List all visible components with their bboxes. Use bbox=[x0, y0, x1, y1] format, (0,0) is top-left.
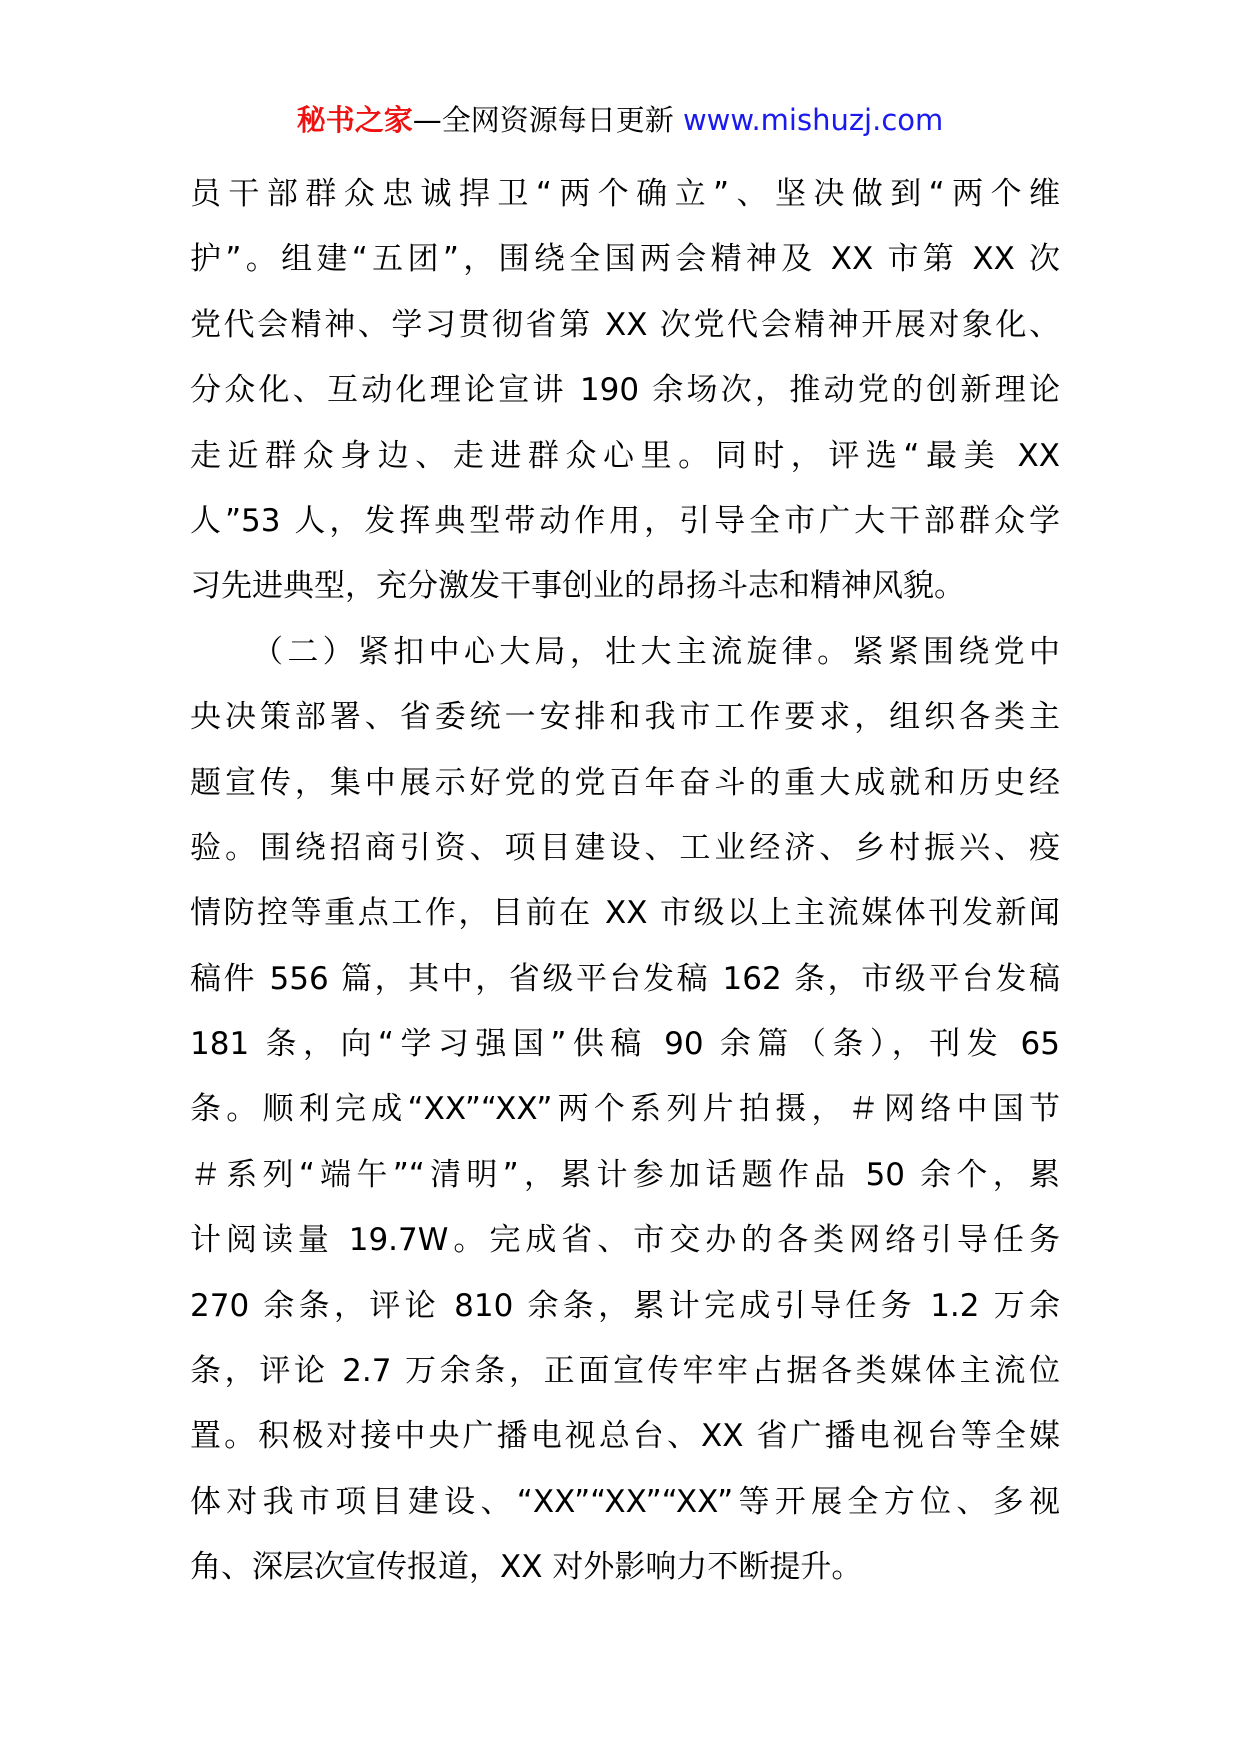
text-line: 央决策部署、省委统一安排和我市工作要求，组织各类主 bbox=[190, 699, 1060, 736]
text-line: 员干部群众忠诚捍卫“两个确立”、坚决做到“两个维 bbox=[190, 176, 1060, 212]
text-line: 党代会精神、学习贯彻省第 XX 次党代会精神开展对象化、 bbox=[190, 306, 1060, 343]
paragraph-end-line: 习先进典型，充分激发干事创业的昂扬斗志和精神风貌。 bbox=[190, 568, 965, 605]
text-line: 条。顺利完成“XX”“XX”两个系列片拍摄，＃网络中国节 bbox=[190, 1091, 1060, 1128]
text-line: 情防控等重点工作，目前在 XX 市级以上主流媒体刊发新闻 bbox=[190, 895, 1060, 932]
text-line: 走近群众身边、走进群众心里。同时，评选“最美 XX bbox=[190, 437, 1060, 474]
text-line: 稿件 556 篇，其中，省级平台发稿 162 条，市级平台发稿 bbox=[190, 960, 1060, 997]
text-line: 护”。组建“五团”，围绕全国两会精神及 XX 市第 XX 次 bbox=[190, 241, 1060, 278]
text-line: 分众化、互动化理论宣讲 190 余场次，推动党的创新理论 bbox=[190, 372, 1060, 409]
text-line: 人”53 人，发挥典型带动作用，引导全市广大干部群众学 bbox=[190, 502, 1060, 539]
text-line: 270 余条，评论 810 余条，累计完成引导任务 1.2 万余 bbox=[190, 1287, 1060, 1324]
text-line: 题宣传，集中展示好党的党百年奋斗的重大成就和历史经 bbox=[190, 764, 1060, 801]
text-line: 置。积极对接中央广播电视总台、XX 省广播电视台等全媒 bbox=[190, 1418, 1060, 1455]
website-link[interactable]: www.mishuzj.com bbox=[682, 103, 944, 137]
text-line: 计阅读量 19.7W。完成省、市交办的各类网络引导任务 bbox=[190, 1222, 1060, 1259]
paragraph-end-line: 角、深层次宣传报道，XX 对外影响力不断提升。 bbox=[190, 1549, 863, 1586]
section-heading-line: （二）紧扣中心大局，壮大主流旋律。紧紧围绕党中 bbox=[252, 633, 1060, 670]
text-line: 条，评论 2.7 万余条，正面宣传牢牢占据各类媒体主流位 bbox=[190, 1353, 1060, 1390]
text-line: ＃系列“端午”“清明”，累计参加话题作品 50 余个，累 bbox=[190, 1156, 1060, 1193]
page-header bbox=[0, 100, 1240, 140]
text-line: 体对我市项目建设、“XX”“XX”“XX”等开展全方位、多视 bbox=[190, 1483, 1060, 1520]
text-line: 验。围绕招商引资、项目建设、工业经济、乡村振兴、疫 bbox=[190, 829, 1060, 866]
header-tagline: —全网资源每日更新 bbox=[412, 103, 674, 137]
brand-name: 秘书之家 bbox=[296, 103, 413, 137]
document-body bbox=[190, 162, 1060, 1601]
text-line: 181 条，向“学习强国”供稿 90 余篇（条），刊发 65 bbox=[190, 1026, 1060, 1063]
